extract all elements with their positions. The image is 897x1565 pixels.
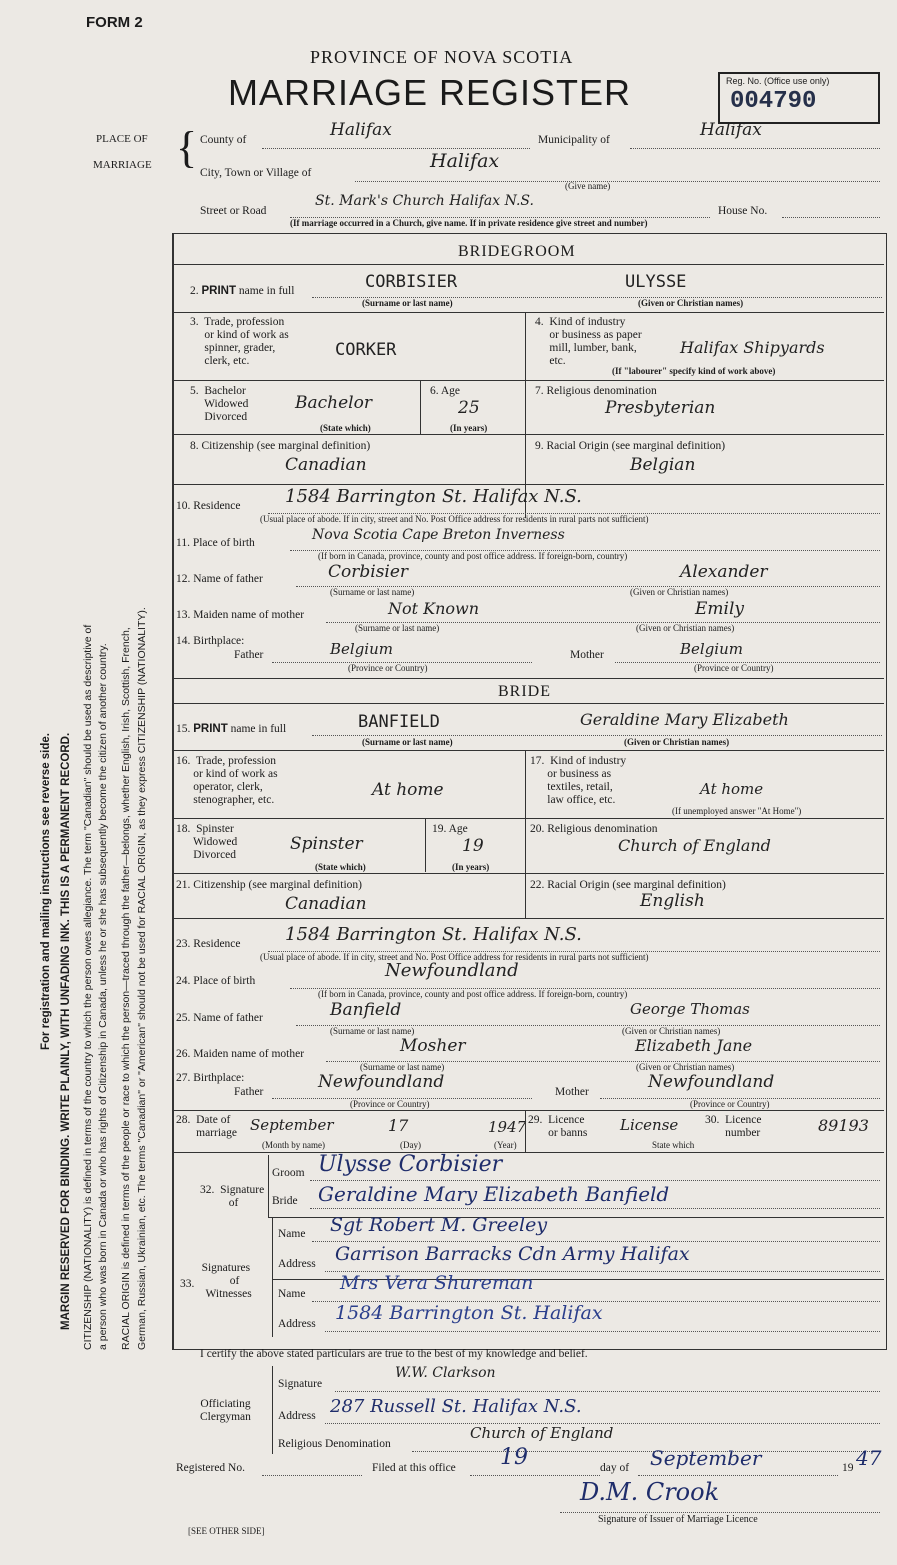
w1-name-label: Name — [278, 1228, 306, 1240]
witness2-address: 1584 Barrington St. Halifax — [335, 1302, 603, 1324]
bride-status-label: 18. Spinster Widowed Divorced — [176, 823, 238, 861]
month-caption: (Month by name) — [262, 1140, 325, 1150]
registration-number-box — [718, 72, 880, 124]
province-heading: PROVINCE OF NOVA SCOTIA — [310, 47, 574, 67]
groom-birth-label: 11. Place of birth — [176, 537, 255, 549]
groom-name-label: 2. PRINT name in full — [190, 285, 295, 297]
filed-year-prefix: 19 — [842, 1462, 854, 1474]
groom-residence: 1584 Barrington St. Halifax N.S. — [285, 486, 582, 507]
bride-residence-label: 23. Residence — [176, 938, 241, 950]
clergyman-label: Officiating Clergyman — [200, 1398, 251, 1423]
see-other-side: [SEE OTHER SIDE] — [188, 1526, 265, 1536]
clergy-denom-label: Religious Denomination — [278, 1438, 391, 1450]
bridegroom-heading: BRIDEGROOM — [458, 243, 576, 260]
groom-mother-surname: Not Known — [388, 599, 480, 618]
groom-bp-father-label: Father — [234, 649, 264, 661]
day-caption: (Day) — [400, 1140, 421, 1150]
bride-industry: At home — [700, 780, 764, 798]
groom-trade: CORKER — [335, 340, 397, 360]
issuer-caption: Signature of Issuer of Marriage Licence — [598, 1514, 758, 1525]
bride-religion: Church of England — [618, 836, 771, 855]
groom-age-label: 6. Age — [430, 385, 461, 397]
groom-citizenship-label: 8. Citizenship (see marginal definition) — [190, 440, 371, 452]
date-label: 28. Date of marriage — [176, 1114, 237, 1139]
bride-age-label: 19. Age — [432, 823, 468, 835]
bride-father-given: George Thomas — [630, 1000, 750, 1018]
groom-signature: Ulysse Corbisier — [318, 1152, 503, 1177]
bride-age: 19 — [462, 836, 484, 856]
groom-surname: CORBISIER — [365, 272, 458, 292]
bride-bp-father-caption: (Province or Country) — [350, 1099, 430, 1109]
groom-bp-father-caption: (Province or Country) — [348, 663, 428, 673]
bride-bp-mother-label: Mother — [555, 1086, 589, 1098]
margin-racial-1: RACIAL ORIGIN is defined in terms of the people or race to which the person—traced through the father—belongs, whether English, Irish, Scottish, French, — [120, 627, 132, 1350]
day-of-label: day of — [600, 1462, 630, 1474]
groom-bp-father: Belgium — [330, 640, 393, 658]
margin-instructions: For registration and mailing instructions see reverse side. — [40, 733, 52, 1050]
groom-age-caption: (In years) — [450, 423, 488, 433]
bride-birth-label: 24. Place of birth — [176, 975, 256, 987]
groom-father-given-caption: (Given or Christian names) — [630, 587, 729, 597]
bride-residence: 1584 Barrington St. Halifax N.S. — [285, 924, 582, 945]
clergy-denomination: Church of England — [470, 1424, 614, 1442]
bride-birth: Newfoundland — [385, 960, 519, 981]
groom-racial-label: 9. Racial Origin (see marginal definition) — [535, 440, 726, 452]
groom-birth-note: (If born in Canada, province, county and post office address. If foreign-born, country) — [318, 551, 628, 561]
bride-given-caption: (Given or Christian names) — [624, 737, 730, 747]
filed-label: Filed at this office — [372, 1462, 456, 1474]
groom-bp-mother: Belgium — [680, 640, 743, 658]
w2-address-label: Address — [278, 1318, 316, 1330]
bride-bp-father: Newfoundland — [318, 1072, 445, 1092]
groom-industry-label: 4. Kind of industry or business as paper mill, lumber, bank, etc. — [535, 316, 642, 367]
marriage-year: 1947 — [488, 1118, 527, 1136]
witness2-name: Mrs Vera Shureman — [340, 1272, 534, 1294]
bride-bp-mother-caption: (Province or Country) — [690, 1099, 770, 1109]
groom-residence-label: 10. Residence — [176, 500, 241, 512]
bride-father-surname: Banfield — [330, 1000, 402, 1020]
groom-birth: Nova Scotia Cape Breton Inverness — [312, 527, 565, 543]
bride-father-given-caption: (Given or Christian names) — [622, 1026, 721, 1036]
bride-residence-note: (Usual place of abode. If in city, street and No. Post Office address for residents in rural parts not sufficient) — [260, 952, 649, 962]
municipality-label: Municipality of — [538, 134, 610, 146]
brace: { — [176, 123, 198, 172]
bride-mother-surname-caption: (Surname or last name) — [360, 1062, 445, 1072]
year-caption: (Year) — [494, 1140, 517, 1150]
county-label: County of — [200, 134, 247, 146]
bride-racial: English — [640, 891, 705, 911]
clergy-signature: W.W. Clarkson — [395, 1365, 496, 1381]
clergy-sig-label: Signature — [278, 1378, 323, 1390]
groom-status: Bachelor — [295, 393, 372, 413]
bride-trade: At home — [372, 780, 444, 800]
groom-given: ULYSSE — [625, 272, 687, 292]
bride-religion-label: 20. Religious denomination — [530, 823, 658, 835]
bride-bp-label: 27. Birthplace: — [176, 1072, 245, 1084]
groom-religion: Presbyterian — [605, 398, 716, 418]
groom-industry: Halifax Shipyards — [680, 338, 825, 357]
street-value: St. Mark's Church Halifax N.S. — [315, 193, 534, 209]
groom-citizenship: Canadian — [285, 455, 367, 475]
groom-mother-given-caption: (Given or Christian names) — [636, 623, 735, 633]
clergy-address-label: Address — [278, 1410, 316, 1422]
margin-citizenship-2: a person who was born in Canada or who has rights of Citizenship in Canada, unless he or she has subsequently become the citizen of another country. — [97, 643, 109, 1350]
licence-number: 89193 — [818, 1116, 869, 1135]
licence-value: License — [620, 1116, 679, 1134]
witness-num: 33. — [180, 1278, 195, 1290]
bride-signature: Geraldine Mary Elizabeth Banfield — [318, 1182, 670, 1206]
house-label: House No. — [718, 205, 768, 217]
bride-industry-label: 17. Kind of industry or business as textiles, retail, law office, etc. — [530, 755, 627, 806]
margin-binding: MARGIN RESERVED FOR BINDING. WRITE PLAINLY, WITH UNFADING INK. THIS IS A PERMANENT RECORD. — [60, 732, 72, 1330]
groom-mother-surname-caption: (Surname or last name) — [355, 623, 440, 633]
filed-month: September — [650, 1446, 762, 1470]
clergy-address: 287 Russell St. Halifax N.S. — [330, 1396, 582, 1417]
witness1-address: Garrison Barracks Cdn Army Halifax — [335, 1243, 690, 1265]
bride-industry-note: (If unemployed answer "At Home") — [672, 806, 802, 816]
w1-address-label: Address — [278, 1258, 316, 1270]
bride-age-caption: (In years) — [452, 862, 490, 872]
margin-racial-2: German, Russian, Ukrainian, etc. The terms "Canadian" or "American" should not be used for RACIAL ORIGIN, as they express CITIZENSHIP (NATIONALITY). — [136, 607, 148, 1350]
reg-no-label: Reg. No. (Office use only) — [726, 76, 830, 86]
city-value: Halifax — [430, 150, 500, 172]
form-number: FORM 2 — [86, 14, 143, 31]
bride-sig-label: Bride — [272, 1195, 298, 1207]
reg-no-value: 004790 — [730, 88, 817, 115]
give-name-caption: (Give name) — [565, 181, 611, 191]
bride-surname: BANFIELD — [358, 712, 440, 732]
groom-trade-label: 3. Trade, profession or kind of work as spinner, grader, clerk, etc. — [190, 316, 289, 367]
bride-bp-mother: Newfoundland — [648, 1072, 775, 1092]
issuer-signature: D.M. Crook — [580, 1478, 720, 1506]
bride-status: Spinster — [290, 834, 363, 854]
given-caption: (Given or Christian names) — [638, 298, 744, 308]
bride-bp-father-label: Father — [234, 1086, 264, 1098]
signature-label: 32. Signature of — [200, 1184, 265, 1209]
bride-status-caption: (State which) — [315, 862, 366, 872]
groom-age: 25 — [458, 398, 480, 418]
bride-citizenship-label: 21. Citizenship (see marginal definition) — [176, 879, 362, 891]
filed-year: 47 — [856, 1446, 882, 1470]
groom-industry-note: (If "labourer" specify kind of work above) — [612, 366, 776, 376]
bride-father-label: 25. Name of father — [176, 1012, 263, 1024]
groom-mother-label: 13. Maiden name of mother — [176, 609, 305, 621]
place-label: PLACE OF — [96, 133, 148, 145]
groom-bp-label: 14. Birthplace: — [176, 635, 245, 647]
licence-caption: State which — [652, 1140, 695, 1150]
bride-trade-label: 16. Trade, profession or kind of work as operator, clerk, stenographer, etc. — [176, 755, 278, 806]
bride-given: Geraldine Mary Elizabeth — [580, 710, 789, 729]
county-value: Halifax — [330, 120, 392, 140]
bride-racial-label: 22. Racial Origin (see marginal definition) — [530, 879, 726, 891]
licence-label: 29. Licence or banns — [528, 1114, 588, 1139]
marriage-label: MARRIAGE — [93, 159, 152, 171]
marriage-month: September — [250, 1116, 334, 1134]
groom-father-surname-caption: (Surname or last name) — [330, 587, 415, 597]
municipality-value: Halifax — [700, 120, 762, 140]
marriage-day: 17 — [388, 1116, 409, 1135]
bride-name-label: 15. PRINT name in full — [176, 723, 287, 735]
witness1-name: Sgt Robert M. Greeley — [330, 1214, 548, 1236]
bride-mother-surname: Mosher — [400, 1036, 466, 1056]
groom-father-given: Alexander — [680, 562, 768, 582]
groom-father-surname: Corbisier — [328, 562, 409, 582]
bride-mother-label: 26. Maiden name of mother — [176, 1048, 305, 1060]
licence-number-label: 30. Licence number — [705, 1114, 762, 1139]
page-title: MARRIAGE REGISTER — [228, 72, 632, 113]
groom-residence-note: (Usual place of abode. If in city, street and No. Post Office address for residents in rural parts not sufficient) — [260, 514, 649, 524]
bride-citizenship: Canadian — [285, 894, 367, 914]
bride-surname-caption: (Surname or last name) — [362, 737, 453, 747]
surname-caption: (Surname or last name) — [362, 298, 453, 308]
groom-religion-label: 7. Religious denomination — [535, 385, 657, 397]
groom-bp-mother-label: Mother — [570, 649, 604, 661]
bride-birth-note: (If born in Canada, province, county and post office address. If foreign-born, country) — [318, 989, 628, 999]
registered-label: Registered No. — [176, 1462, 245, 1474]
groom-sig-label: Groom — [272, 1167, 305, 1179]
city-label: City, Town or Village of — [200, 167, 312, 179]
groom-status-label: 5. Bachelor Widowed Divorced — [190, 385, 249, 423]
groom-status-caption: (State which) — [320, 423, 371, 433]
bride-father-surname-caption: (Surname or last name) — [330, 1026, 415, 1036]
w2-name-label: Name — [278, 1288, 306, 1300]
bride-heading: BRIDE — [498, 683, 551, 700]
witness-label: Signatures of Witnesses — [201, 1262, 252, 1300]
groom-bp-mother-caption: (Province or Country) — [694, 663, 774, 673]
groom-mother-given: Emily — [695, 599, 745, 619]
certify-text: I certify the above stated particulars are true to the best of my knowledge and belief. — [200, 1348, 588, 1360]
filed-day: 19 — [500, 1445, 528, 1470]
bride-mother-given-caption: (Given or Christian names) — [636, 1062, 735, 1072]
groom-racial: Belgian — [630, 455, 696, 475]
street-label: Street or Road — [200, 205, 267, 217]
street-note: (If marriage occurred in a Church, give name. If in private residence give street and number) — [290, 218, 648, 228]
groom-father-label: 12. Name of father — [176, 573, 263, 585]
margin-citizenship-1: CITIZENSHIP (NATIONALITY) is defined in terms of the country to which the person owes allegiance. The term "Canadian" should be used as descriptive of — [82, 624, 94, 1350]
bride-mother-given: Elizabeth Jane — [635, 1036, 753, 1055]
